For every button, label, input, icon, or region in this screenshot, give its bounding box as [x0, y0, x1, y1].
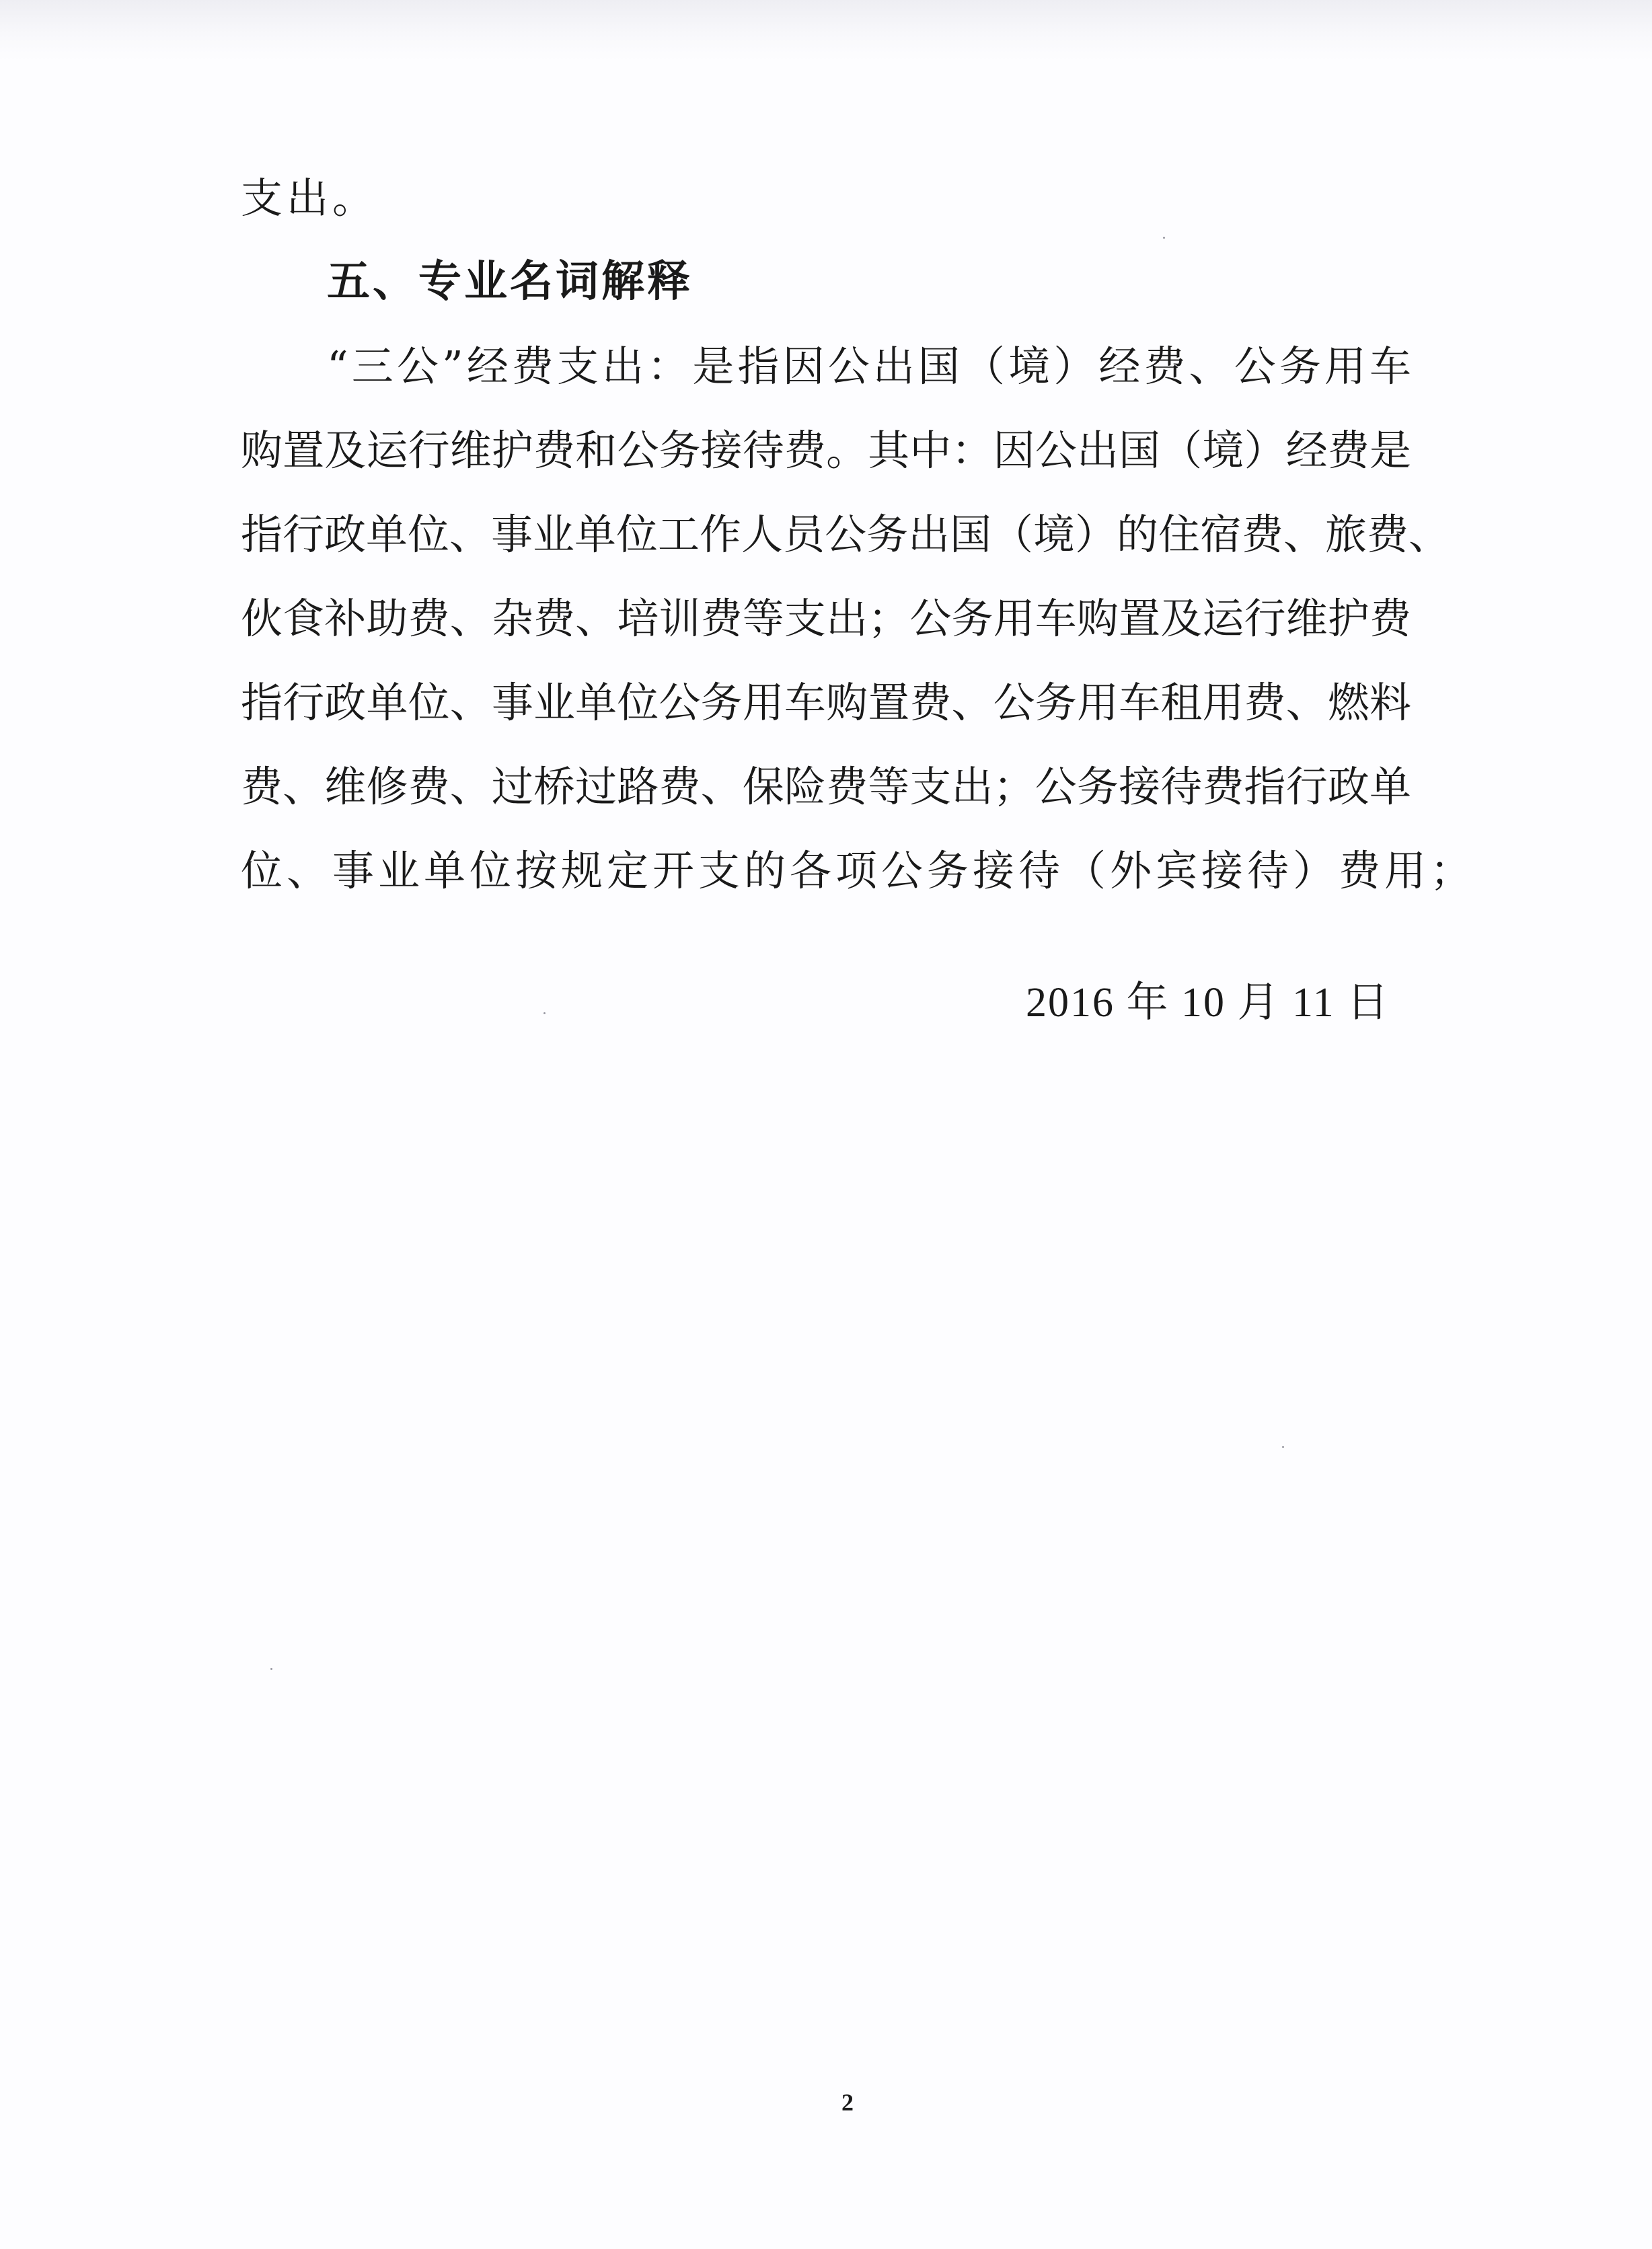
text-line: “三公”经费支出：是指因公出国（境）经费、公务用车: [327, 342, 1411, 391]
text-line: 伙食补助费、杂费、培训费等支出；公务用车购置及运行维护费: [241, 594, 1411, 643]
text-line: 位、事业单位按规定开支的各项公务接待（外宾接待）费用；: [241, 846, 1476, 895]
scan-speck: [1163, 237, 1165, 239]
scan-speck: [270, 1668, 272, 1670]
scan-speck: [543, 1012, 546, 1014]
scan-speck: [1282, 1446, 1284, 1448]
text-line: 指行政单位、事业单位工作人员公务出国（境）的住宿费、旅费、: [241, 510, 1451, 559]
scan-shadow: [0, 0, 1652, 61]
section-heading: 五、专业名词解释: [327, 257, 693, 307]
text-line: 购置及运行维护费和公务接待费。其中：因公出国（境）经费是: [241, 426, 1411, 475]
text-line: 支出。: [241, 174, 379, 223]
page-number: 2: [841, 2089, 854, 2116]
document-date: 2016 年 10 月 11 日: [1026, 980, 1390, 1026]
text-line: 费、维修费、过桥过路费、保险费等支出；公务接待费指行政单: [241, 762, 1411, 811]
text-line: 指行政单位、事业单位公务用车购置费、公务用车租用费、燃料: [241, 678, 1411, 727]
body-text: [241, 156, 1476, 913]
